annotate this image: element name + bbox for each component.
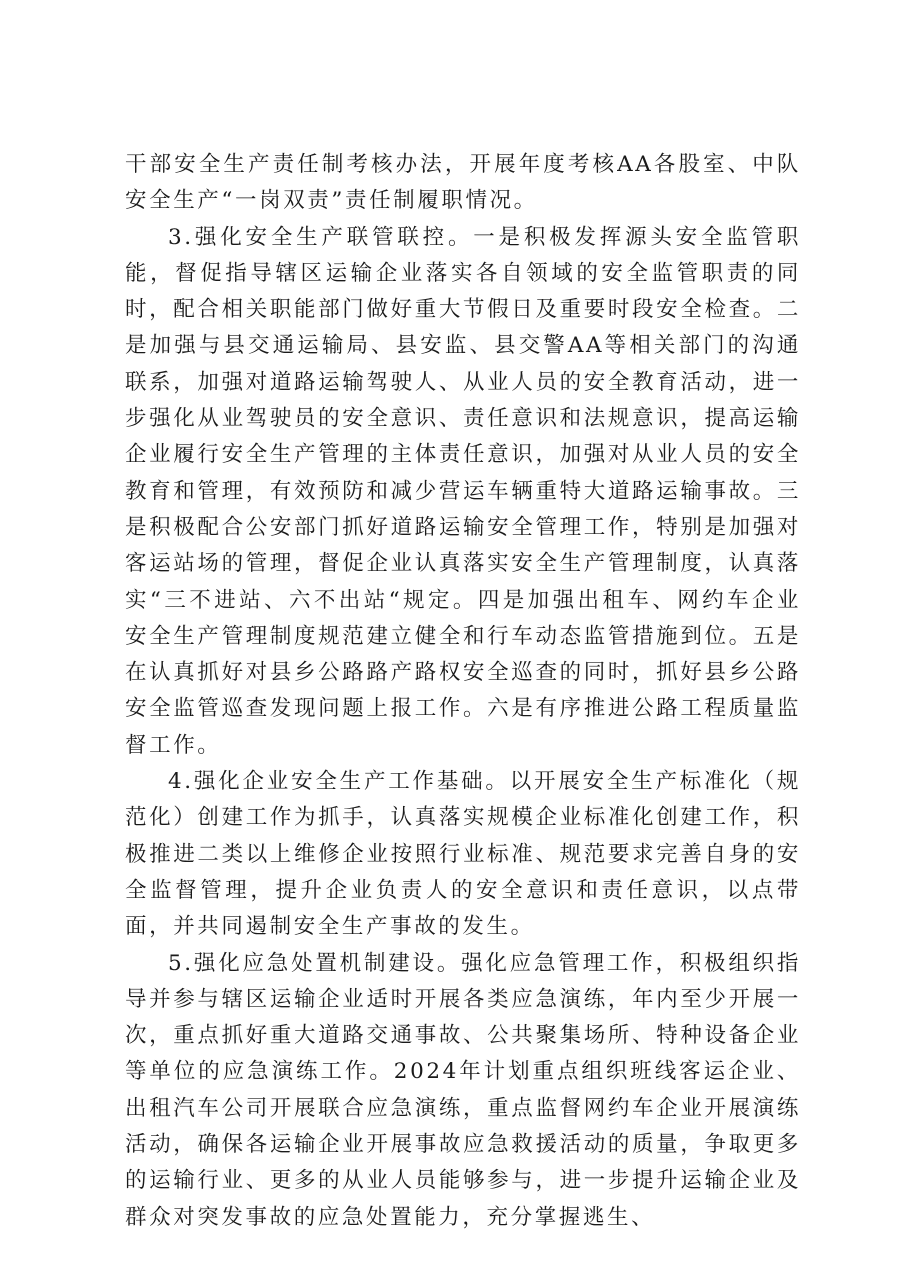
paragraph-continuation: 干部安全生产责任制考核办法，开展年度考核AA各股室、中队安全生产“一岗双责”责任制履职情况。 <box>125 152 801 214</box>
paragraph-joint-control: 3.强化安全生产联管联控。一是积极发挥源头安全监管职能，督促指导辖区运输企业落实各自领域的安全监管职责的同时，配合相关职能部门做好重大节假日及重要时段安全检查。二是加强与县交通运输局、县安监、县交警AA等相关部门的沟通联系，加强对道路运输驾驶人、从业人员的安全教育活动，进一步强化从业驾驶员的安全意识、责任意识和法规意识，提高运输企业履行安全生产管理的主体责任意识，加强对从业人员的安全教育和管理，有效预防和减少营运车辆重特大道路运输事故。三是积极配合公安部门抓好道路运输安全管理工作，特别是加强对客运站场的管理，督促企业认真落实安全生产管理制度，认真落实“三不进站、六不出站“规定。四是加强出租车、网约车企业安全生产管理制度规范建立健全和行车动态监管措施到位。五是在认真抓好对县乡公路路产路权安全巡查的同时，抓好县乡公路安全监管巡查发现问题上报工作。六是有序推进公路工程质量监督工作。 <box>125 224 801 758</box>
paragraph-enterprise-foundation: 4.强化企业安全生产工作基础。以开展安全生产标准化（规范化）创建工作为抓手，认真落实规模企业标准化创建工作，积极推进二类以上维修企业按照行业标准、规范要求完善自身的安全监督管理，提升企业负责人的安全意识和责任意识，以点带面，并共同遏制安全生产事故的发生。 <box>125 769 801 940</box>
document-body <box>125 147 801 1236</box>
paragraph-emergency-response: 5.强化应急处置机制建设。强化应急管理工作，积极组织指导并参与辖区运输企业适时开展各类应急演练，年内至少开展一次，重点抓好重大道路交通事故、公共聚集场所、特种设备企业等单位的应急演练工作。2024年计划重点组织班线客运企业、出租汽车公司开展联合应急演练，重点监督网约车企业开展演练活动，确保各运输企业开展事故应急救援活动的质量，争取更多的运输行业、更多的从业人员能够参与，进一步提升运输企业及群众对突发事故的应急处置能力，充分掌握逃生、 <box>125 950 801 1230</box>
